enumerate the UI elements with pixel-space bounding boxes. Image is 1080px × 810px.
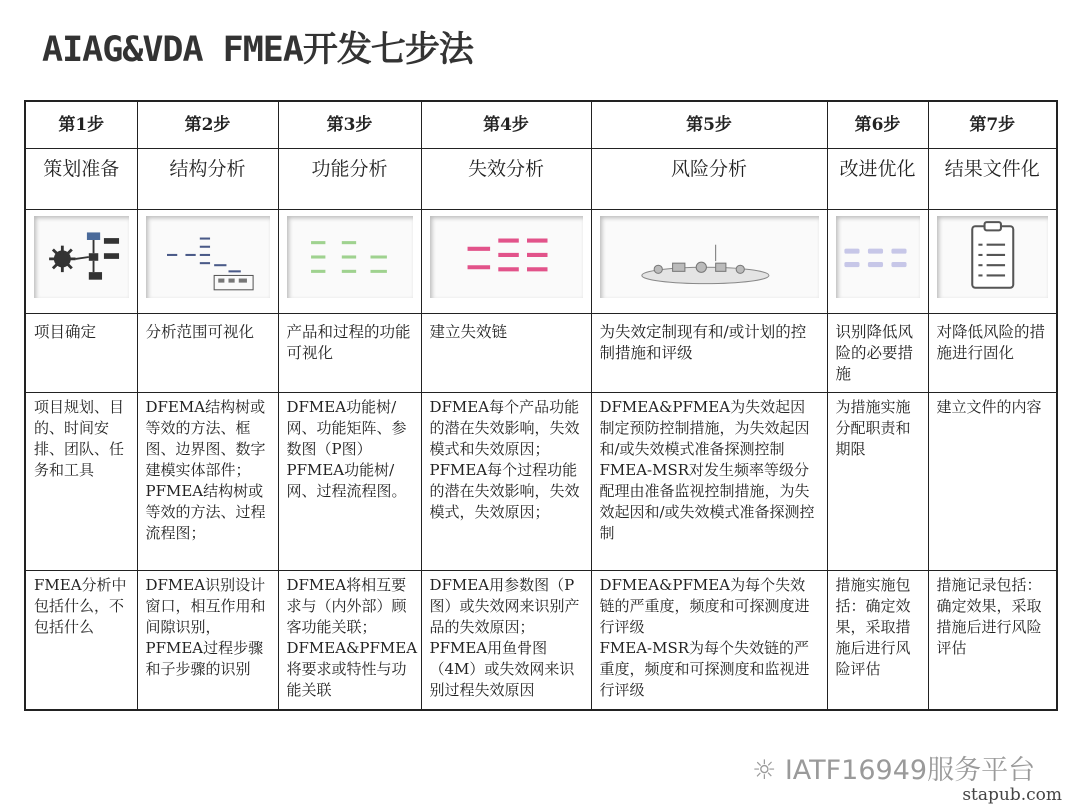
step-goal: 项目确定: [25, 313, 137, 392]
structure-tree-icon: [146, 216, 270, 298]
step-include: FMEA分析中包括什么，不包括什么: [25, 570, 137, 710]
step-include: DFMEA&PFMEA为每个失效链的严重度，频度和可探测度进行评级 FMEA-MSR为每个失效链的严重度，频度和可探测度和监视进行评级: [591, 570, 827, 710]
watermark-logo: [752, 748, 1035, 787]
step-label: 第1步: [25, 101, 137, 149]
step-goal: 产品和过程的功能可视化: [278, 313, 421, 392]
step-include: 措施记录包括：确定效果，采取措施后进行风险评估: [928, 570, 1057, 710]
step-detail: DFMEA&PFMEA为失效起因制定预防控制措施，为失效起因和/或失效模式准备探测控制 FMEA-MSR对发生频率等级分配理由准备监视控制措施，为失效起因和/或失效模式准备探测控制: [591, 392, 827, 570]
step-include: DFMEA识别设计窗口，相互作用和间隙识别，PFMEA过程步骤和子步骤的识别: [137, 570, 278, 710]
step-name: 策划准备: [25, 149, 137, 210]
step-include: DFMEA将相互要求与（内外部）顾客功能关联；DFMEA&PFMEA将要求或特性与功能关联: [278, 570, 421, 710]
step-label: 第4步: [421, 101, 591, 149]
watermark-site: stapub.com: [962, 785, 1062, 805]
page-title: AIAG&VDA FMEA开发七步法: [42, 30, 473, 70]
step-label: 第2步: [137, 101, 278, 149]
step-label: 第5步: [591, 101, 827, 149]
process-flow-icon: [34, 216, 129, 298]
step-detail: 项目规划、目的、时间安排、团队、任务和工具: [25, 392, 137, 570]
step-goal: 为失效定制现有和/或计划的控制措施和评级: [591, 313, 827, 392]
step-label: 第3步: [278, 101, 421, 149]
step-detail: DFMEA功能树/网、功能矩阵、参数图（P图）PFMEA功能树/网、过程流程图。: [278, 392, 421, 570]
fmea-seven-steps-table: [24, 100, 1058, 711]
step-include-row: [25, 570, 1057, 710]
step-name: 结构分析: [137, 149, 278, 210]
step-goal-row: [25, 313, 1057, 392]
watermark-logo-text: IATF16949服务平台: [784, 755, 1036, 786]
step-name-row: [25, 149, 1057, 210]
clipboard-checklist-icon: [937, 216, 1049, 298]
step-goal: 建立失效链: [421, 313, 591, 392]
step-goal: 识别降低风险的必要措施: [827, 313, 928, 392]
step-name: 失效分析: [421, 149, 591, 210]
wechat-icon: ☼: [752, 755, 777, 786]
step-name: 改进优化: [827, 149, 928, 210]
step-detail: DFEMA结构树或等效的方法、框图、边界图、数字建模实体部件；PFMEA结构树或等效的方法、过程流程图；: [137, 392, 278, 570]
step-include: DFMEA用参数图（P图）或失效网来识别产品的失效原因；PFMEA用鱼骨图（4M）或失效网来识别过程失效原因: [421, 570, 591, 710]
step-detail: DFMEA每个产品功能的潜在失效影响，失效模式和失效原因；PFMEA每个过程功能的潜在失效影响，失效模式，失效原因；: [421, 392, 591, 570]
optimization-icon: [836, 216, 920, 298]
failure-chain-icon: [430, 216, 583, 298]
step-detail: 为措施实施分配职责和期限: [827, 392, 928, 570]
risk-assessment-icon: [600, 216, 819, 298]
step-goal: 分析范围可视化: [137, 313, 278, 392]
step-name: 结果文件化: [928, 149, 1057, 210]
step-goal: 对降低风险的措施进行固化: [928, 313, 1057, 392]
step-name: 风险分析: [591, 149, 827, 210]
step-icon-row: [25, 210, 1057, 313]
step-include: 措施实施包括：确定效果，采取措施后进行风险评估: [827, 570, 928, 710]
step-name: 功能分析: [278, 149, 421, 210]
function-matrix-icon: [287, 216, 413, 298]
step-number-row: [25, 101, 1057, 149]
step-detail: 建立文件的内容: [928, 392, 1057, 570]
step-label: 第6步: [827, 101, 928, 149]
step-label: 第7步: [928, 101, 1057, 149]
step-detail-row: [25, 392, 1057, 570]
